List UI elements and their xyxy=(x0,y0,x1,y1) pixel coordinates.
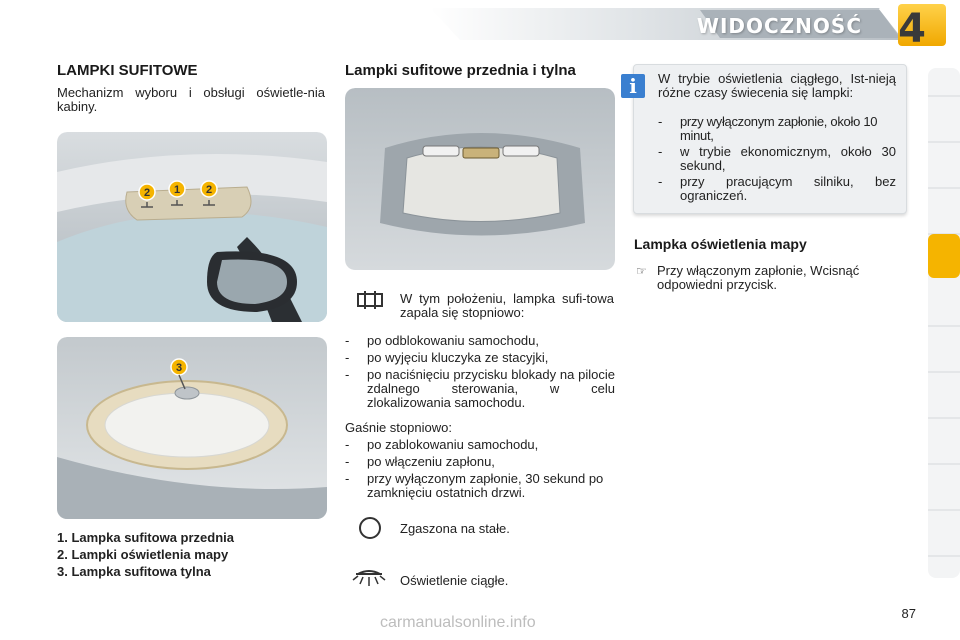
section-title: LAMPKI SUFITOWE xyxy=(57,62,198,79)
legend-item-1: 1. Lampka sufitowa przednia xyxy=(57,530,234,545)
info-list-item-3: - przy pracującym silniku, bez ograniczeń. xyxy=(658,174,896,203)
on-list-item-1: - po odblokowaniu samochodu, xyxy=(345,333,540,348)
legend-item-2: 2. Lampki oświetlenia mapy xyxy=(57,547,229,562)
front-console-photo xyxy=(57,132,327,322)
front-lamp-closeup-photo xyxy=(345,88,615,270)
off-list-item-1: - po zablokowaniu samochodu, xyxy=(345,437,539,452)
on-list-item-2: - po wyjęciu kluczyka ze stacyjki, xyxy=(345,350,549,365)
info-list-item-1: - przy wyłączonym zapłonie, około 10 minut, xyxy=(658,114,878,143)
lamp-on-label: Oświetlenie ciągłe. xyxy=(400,573,509,588)
page-number: 87 xyxy=(901,606,916,621)
map-lamp-title: Lampka oświetlenia mapy xyxy=(634,236,807,252)
svg-text:3: 3 xyxy=(175,362,183,374)
off-list-item-2: - po włączeniu zapłonu, xyxy=(345,454,495,469)
chapter-tabs xyxy=(928,68,960,578)
tab-active-chapter xyxy=(928,234,960,278)
on-list-item-3: - po naciśnięciu przycisku blokady na pilocie zdalnego sterowania, w celu zlokalizowania samochodu. xyxy=(345,367,615,410)
watermark: carmanualsonline.info xyxy=(380,614,536,631)
lamp-on-icon xyxy=(352,566,386,590)
info-icon: i xyxy=(621,74,645,98)
off-heading: Gaśnie stopniowo: xyxy=(345,420,452,435)
info-list-item-2: - w trybie ekonomicznym, około 30 sekund, xyxy=(658,144,896,173)
rear-lamp-photo xyxy=(57,337,327,519)
svg-text:1: 1 xyxy=(173,184,181,196)
lamp-off-label: Zgaszona na stałe. xyxy=(400,521,510,536)
subsection-title-front-rear: Lampki sufitowe przednia i tylna xyxy=(345,62,576,79)
pointing-hand-icon: ☞ xyxy=(636,264,647,278)
door-position-text: W tym położeniu, lampka sufi-towa zapala się stopniowo: xyxy=(400,291,614,320)
chapter-title: WIDOCZNOŚĆ xyxy=(696,14,862,38)
off-list-item-3: - przy wyłączonym zapłonie, 30 sekund po zamknięciu ostatnich drzwi. xyxy=(345,471,604,500)
info-intro: W trybie oświetlenia ciągłego, Ist-nieją różne czasy świecenia się lampki: xyxy=(658,71,896,100)
door-position-icon xyxy=(355,290,385,310)
map-lamp-text: Przy włączonym zapłonie, Wcisnąć odpowiedni przycisk. xyxy=(657,263,860,292)
svg-text:2: 2 xyxy=(205,184,213,196)
chapter-number: 4 xyxy=(898,6,926,52)
lamp-off-icon xyxy=(357,515,383,541)
svg-text:2: 2 xyxy=(143,187,151,199)
legend-item-3: 3. Lampka sufitowa tylna xyxy=(57,564,211,579)
intro-text: Mechanizm wyboru i obsługi oświetle-nia kabiny. xyxy=(57,85,325,114)
